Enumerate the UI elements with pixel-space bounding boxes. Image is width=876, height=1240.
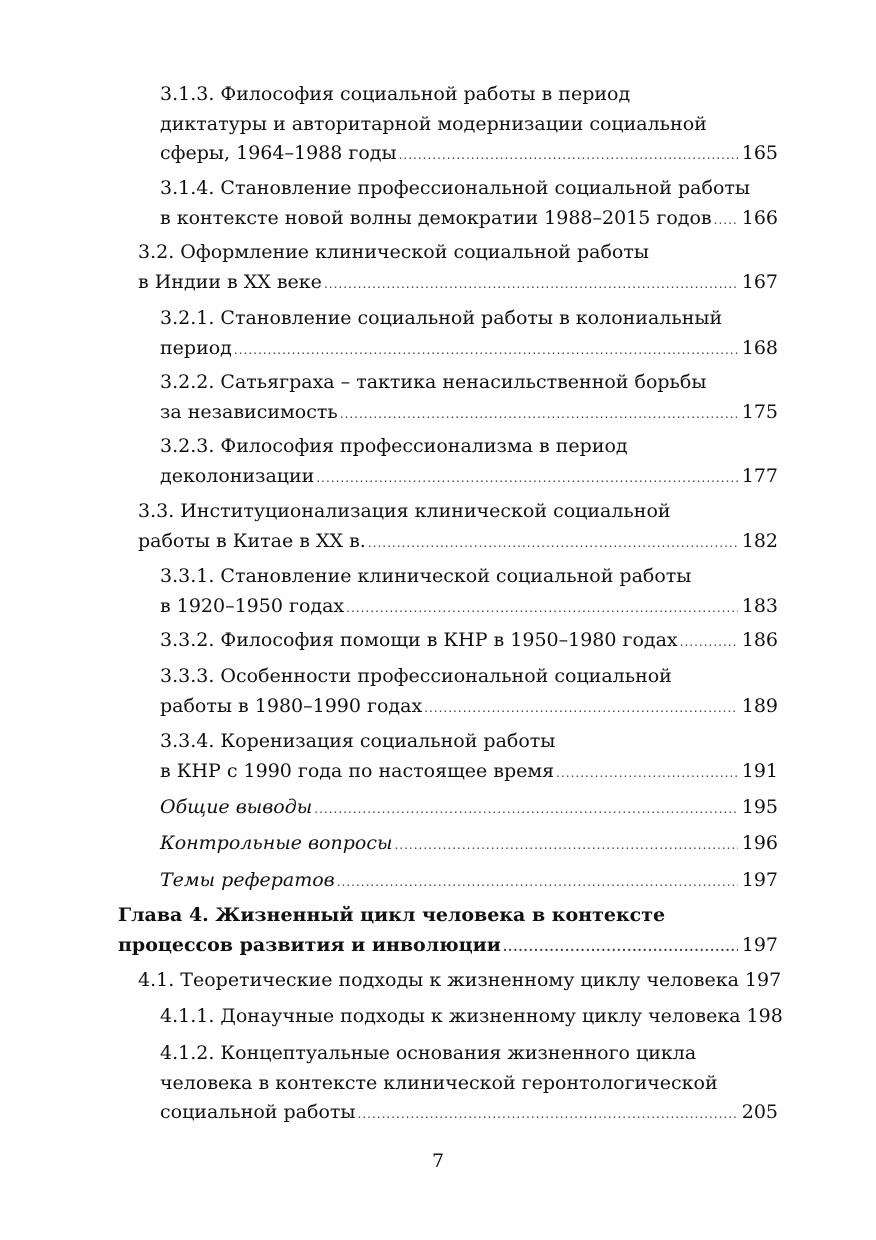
toc-entry-text: 3.3.4. Коренизация социальной работы [160,730,556,752]
toc-entry-text: человека в контексте клинической геронтологической [160,1071,718,1094]
toc-page-number: 165 [741,142,778,164]
toc-page-number: 186 [741,629,778,651]
toc-entry-text: 3.2.1. Становление социальной работы в колониальный [160,307,723,329]
toc-page-number: 182 [741,529,778,552]
toc-entry-text: Общие выводы [160,796,313,818]
toc-entry-text: в Индии в XX веке [138,270,322,293]
toc-entry [160,1002,783,1034]
toc-entry-text: 4.1.2. Концептуальные основания жизненного цикла [160,1042,697,1064]
dot-leader [503,931,738,963]
toc-entry [160,174,778,235]
dot-leader [337,866,738,898]
toc-entry-text: за независимость [160,400,338,423]
toc-page-number: 167 [741,270,778,293]
toc-page-number: 198 [746,1005,783,1027]
toc-entry-text: 3.3.1. Становление клинической социальной работы [160,565,692,587]
toc-page-number: 168 [741,336,778,359]
toc-entry-last-line [138,268,778,300]
toc-entry-last-line [160,793,778,825]
toc-entry-last-line [160,866,778,898]
page-number: 7 [431,1150,445,1172]
toc-entry-text: Контрольные вопросы [160,832,393,854]
toc-entry [138,238,778,299]
toc-entry-text: 3.3.3. Особенности профессиональной социальной [160,665,672,687]
toc-entry [160,80,778,171]
toc-entry [160,432,778,493]
toc-entry-text: 3.3. Институционализация клинической социальной [138,500,671,522]
toc-page-number: 205 [741,1101,778,1123]
toc-entry-text: процессов развития и инволюции [118,933,501,956]
toc-page-number: 189 [741,694,778,717]
toc-page-number: 183 [741,594,778,617]
toc-entry-last-line [160,829,778,861]
toc-entry-last-line [160,626,778,658]
toc-entry [138,497,778,558]
toc-entry [160,793,778,825]
toc-entry-text: Темы рефератов [160,869,335,891]
dot-leader [680,626,738,658]
dot-leader [340,398,738,430]
toc-page-number: 177 [741,464,778,487]
toc-entry-text: 3.2.2. Сатьяграха – тактика ненасильственной борьбы [160,371,707,393]
dot-leader [316,462,737,494]
toc-entry-last-line [160,334,778,366]
toc-entry-last-line [138,966,782,998]
toc-entry-last-line [160,204,778,236]
toc-entry [138,966,782,998]
dot-leader [556,757,738,789]
toc-entry-text: 4.1. Теоретические подходы к жизненному циклу человека [138,969,739,991]
toc-entry-text: деколонизации [160,464,315,487]
toc-entry-text: 3.1.3. Философия социальной работы в период [160,83,631,105]
toc-entry-text: 3.3.2. Философия помощи в КНР в 1950–1980 годах [160,629,678,651]
dot-leader [314,793,737,825]
toc-entry [160,304,778,365]
toc-page-number: 197 [741,933,778,956]
toc-entry-last-line [160,757,778,789]
toc-entry-text: работы в Китае в XX в. [138,529,366,552]
toc-entry-text: сферы, 1964–1988 годы [160,142,397,164]
dot-leader [346,592,738,624]
toc-entry-text: в контексте новой волны демократии 1988–2015 годов [160,206,712,229]
toc-page-number: 175 [741,400,778,423]
toc-entry [160,626,778,658]
toc-entry [160,562,778,623]
toc-entry [160,866,778,898]
toc-chapter-entry [118,901,778,962]
toc-entry [160,662,778,723]
toc-page-number: 166 [741,206,778,229]
toc-entry-text: диктатуры и авторитарной модернизации социальной [160,112,707,135]
dot-leader [424,692,738,724]
toc-entry-text: в КНР с 1990 года по настоящее время [160,759,555,782]
toc-entry [160,1039,778,1130]
toc-entry-last-line [160,692,778,724]
dot-leader [714,204,738,236]
toc-entry-last-line [160,592,778,624]
dot-leader [399,139,738,171]
toc-entry [160,368,778,429]
toc-page-number: 197 [744,969,782,991]
toc-entry-text: работы в 1980–1990 годах [160,694,423,717]
toc-page-number: 191 [741,759,778,782]
toc-entry-last-line [160,1098,778,1130]
toc-page-number: 196 [741,832,778,854]
dot-leader [234,334,738,366]
toc-entry-text: 4.1.1. Донаучные подходы к жизненному циклу человека [160,1005,741,1027]
toc-entry-last-line [160,398,778,430]
dot-leader [358,1098,738,1130]
toc-entry [160,829,778,861]
toc-entry-last-line [160,1002,783,1034]
toc-entry-last-line [118,931,778,963]
toc-entry-last-line [160,139,778,171]
toc-page-number: 195 [741,796,778,818]
dot-leader [324,268,738,300]
toc-entry-last-line [160,462,778,494]
toc-entry-text: период [160,336,232,359]
dot-leader [394,829,737,861]
dot-leader [368,527,738,559]
toc-entry-text: в 1920–1950 годах [160,594,345,617]
toc-entry-text: 3.2.3. Философия профессионализма в период [160,435,628,457]
toc-page-number: 197 [741,869,778,891]
toc-entry-text: Глава 4. Жизненный цикл человека в контексте [118,904,666,926]
toc-entry-text: 3.2. Оформление клинической социальной работы [138,241,649,263]
toc-entry-text: социальной работы [160,1101,356,1123]
toc-entry-text: 3.1.4. Становление профессиональной социальной работы [160,177,751,199]
toc-entry-last-line [138,527,778,559]
toc-entry [160,727,778,788]
